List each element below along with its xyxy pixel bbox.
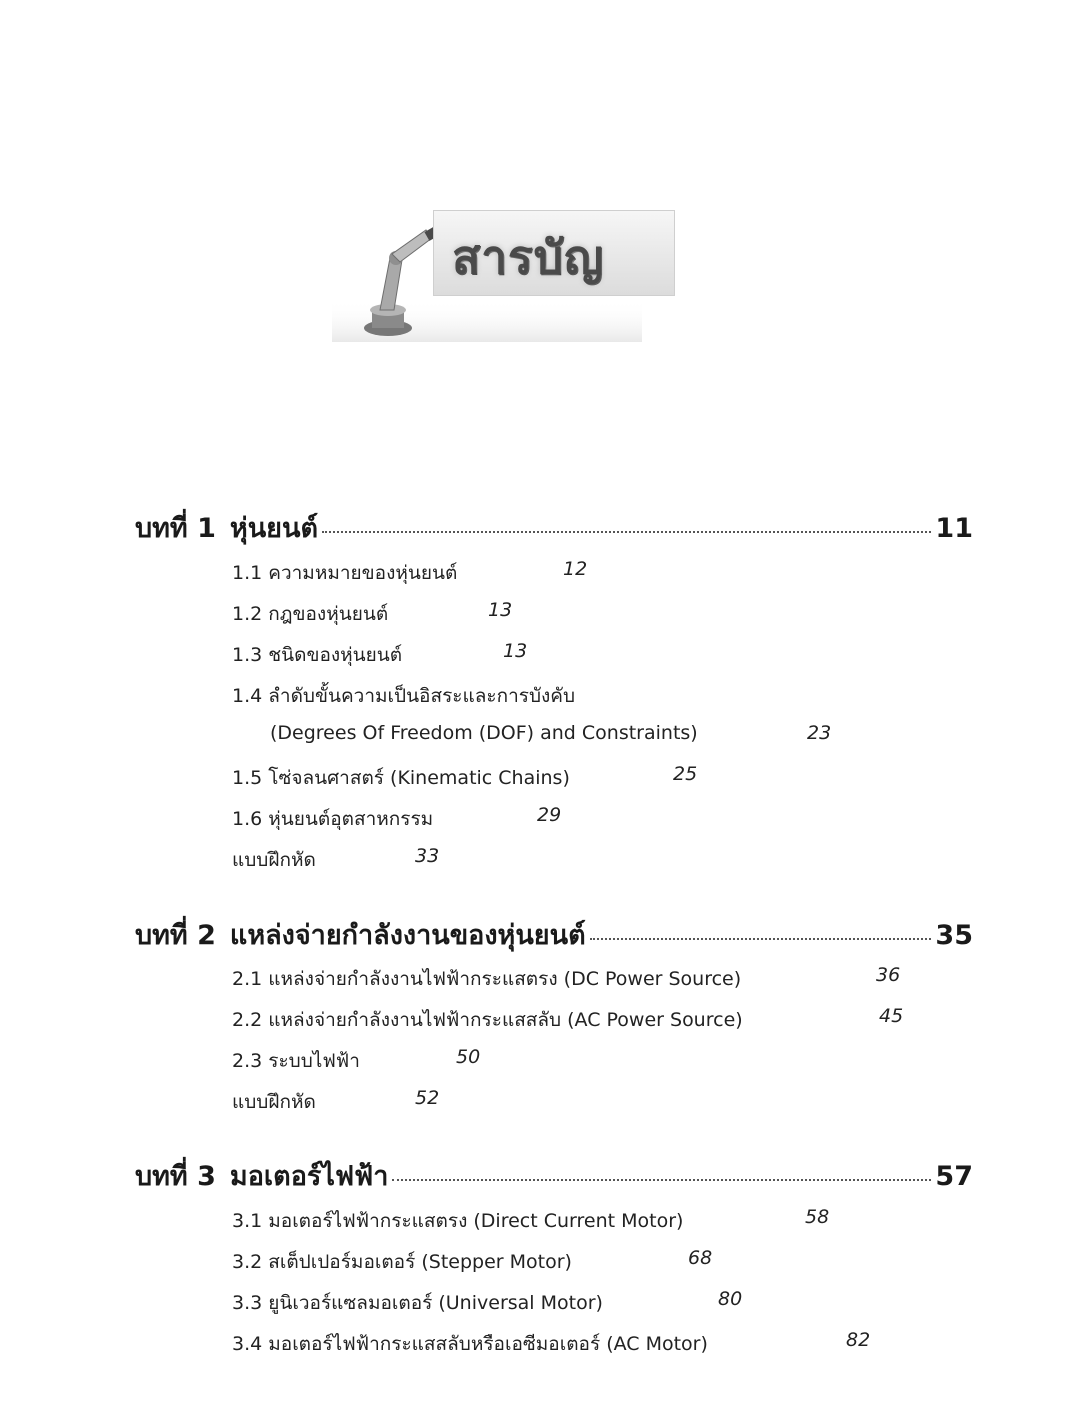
chapter-title: มอเตอร์ไฟฟ้า [229, 1161, 389, 1192]
toc-item[interactable]: 1.6 หุ่นยนต์อุตสาหกรรม [232, 808, 434, 830]
toc-item-page: 25 [673, 763, 698, 785]
toc-item[interactable]: 1.2 กฎของหุ่นยนต์ [232, 603, 389, 625]
chapter-label: บทที่ 1 [135, 513, 216, 544]
toc-item-page: 36 [876, 964, 901, 986]
toc-item-page: 58 [805, 1206, 830, 1228]
dot-leader [322, 531, 931, 533]
toc-item-page: 23 [807, 722, 832, 744]
toc-item[interactable]: 2.2 แหล่งจ่ายกำลังงานไฟฟ้ากระแสสลับ (AC Power Source) [232, 1009, 743, 1031]
toc-item-page: 13 [488, 599, 513, 621]
page-title: สารบัญ [452, 230, 605, 284]
chapter-label: บทที่ 2 [135, 920, 216, 951]
toc-item-page: 82 [846, 1329, 871, 1351]
toc-item-page: 12 [563, 558, 588, 580]
toc-item-page: 80 [718, 1288, 743, 1310]
dot-leader [392, 1179, 931, 1181]
chapter-page: 35 [935, 920, 973, 951]
chapter-3-row[interactable] [135, 1154, 973, 1194]
toc-item-page: 52 [415, 1087, 440, 1109]
toc-item[interactable]: 1.5 โซ่จลนศาสตร์ (Kinematic Chains) [232, 767, 570, 789]
toc-item-page: 50 [456, 1046, 481, 1068]
toc-item[interactable]: 1.4 ลำดับขั้นความเป็นอิสระและการบังคับ [232, 685, 576, 707]
toc-item-page: 33 [415, 845, 440, 867]
toc-item[interactable]: 3.1 มอเตอร์ไฟฟ้ากระแสตรง (Direct Current Motor) [232, 1210, 684, 1232]
chapter-page: 57 [935, 1161, 973, 1192]
toc-item-page: 45 [879, 1005, 904, 1027]
chapter-2-row[interactable] [135, 913, 973, 953]
toc-item[interactable]: แบบฝึกหัด [232, 849, 316, 871]
toc-title-plate [433, 210, 675, 296]
chapter-1-row[interactable] [135, 506, 973, 546]
toc-item[interactable]: 2.1 แหล่งจ่ายกำลังงานไฟฟ้ากระแสตรง (DC Power Source) [232, 968, 742, 990]
toc-item[interactable]: 1.3 ชนิดของหุ่นยนต์ [232, 644, 403, 666]
toc-item-page: 68 [688, 1247, 713, 1269]
chapter-title: หุ่นยนต์ [229, 513, 318, 544]
dot-leader [590, 938, 932, 940]
toc-item[interactable]: 2.3 ระบบไฟฟ้า [232, 1050, 360, 1072]
chapter-label: บทที่ 3 [135, 1161, 216, 1192]
chapter-title: แหล่งจ่ายกำลังงานของหุ่นยนต์ [229, 920, 586, 951]
toc-item[interactable]: แบบฝึกหัด [232, 1091, 316, 1113]
toc-item-continuation[interactable]: (Degrees Of Freedom (DOF) and Constraints) [270, 722, 698, 744]
toc-item-page: 29 [537, 804, 562, 826]
toc-item[interactable]: 3.3 ยูนิเวอร์แซลมอเตอร์ (Universal Motor) [232, 1292, 603, 1314]
toc-item[interactable]: 3.2 สเต็ปเปอร์มอเตอร์ (Stepper Motor) [232, 1251, 572, 1273]
toc-item[interactable]: 3.4 มอเตอร์ไฟฟ้ากระแสสลับหรือเอซีมอเตอร์ (AC Motor) [232, 1333, 708, 1355]
toc-item[interactable]: 1.1 ความหมายของหุ่นยนต์ [232, 562, 458, 584]
chapter-page: 11 [935, 513, 973, 544]
toc-item-page: 13 [503, 640, 528, 662]
